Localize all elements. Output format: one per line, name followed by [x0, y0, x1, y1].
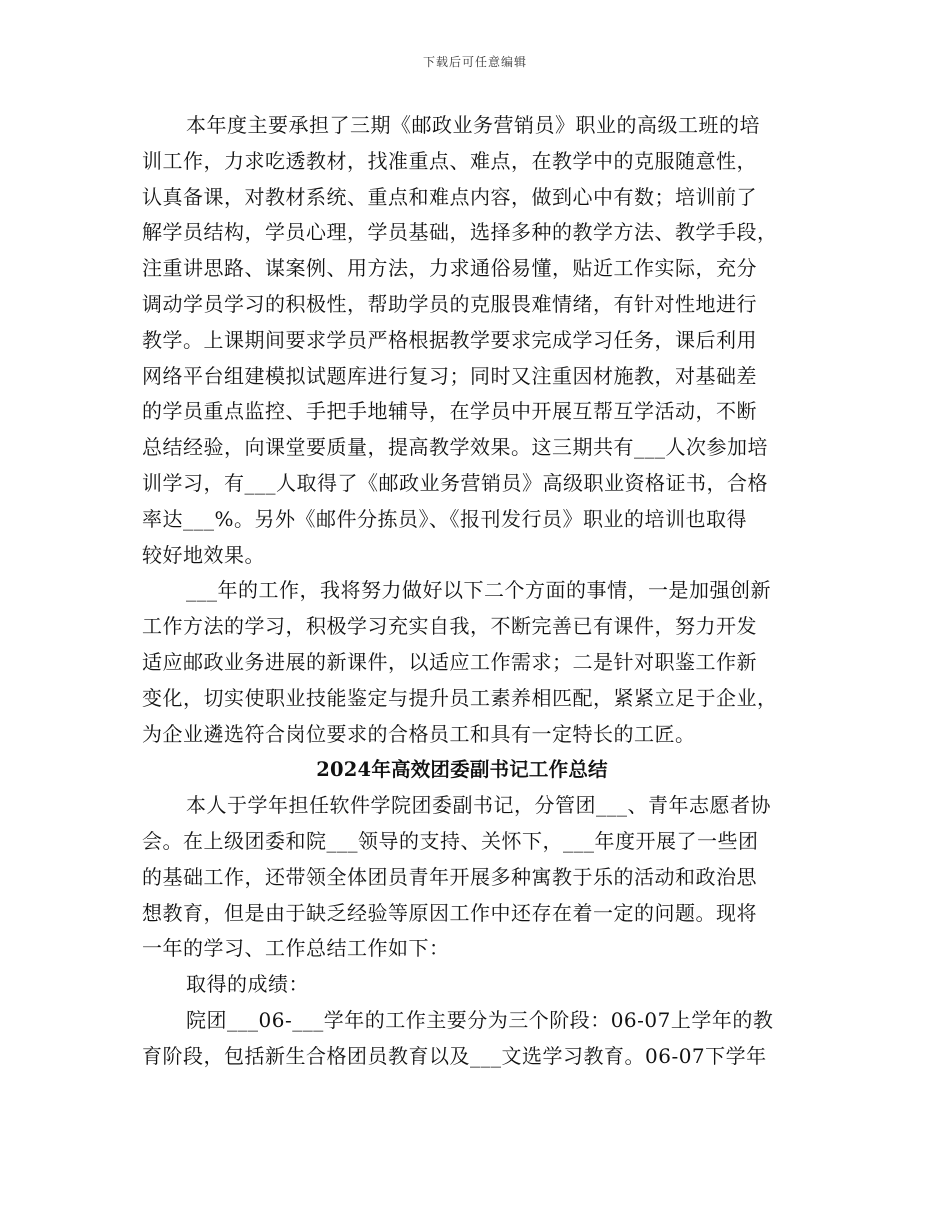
- page-header: 下载后可任意编辑: [422, 55, 527, 69]
- text-line: 的学员重点监控、手把手地辅导，在学员中开展互帮互学活动，不断: [142, 399, 757, 424]
- text-line: 院团___06-___学年的工作主要分为三个阶段：06-07上学年的教: [186, 1007, 774, 1032]
- text-line: 教学。上课期间要求学员严格根据教学要求完成学习任务，课后利用: [142, 327, 757, 352]
- text-line: 训学习，有___人取得了《邮政业务营销员》高级职业资格证书，合格: [142, 470, 768, 495]
- text-line: 认真备课，对教材系统、重点和难点内容，做到心中有数；培训前了: [142, 184, 757, 209]
- text-line: 较好地效果。: [142, 542, 265, 567]
- document-body: [142, 108, 822, 1075]
- text-line: 率达___%。另外《邮件分拣员》、《报刊发行员》职业的培训也取得: [142, 506, 748, 531]
- text-line: 适应邮政业务进展的新课件，以适应工作需求；二是针对职鉴工作新: [142, 649, 757, 674]
- text-line: 育阶段，包括新生合格团员教育以及___文选学习教育。06-07下学年: [142, 1043, 767, 1068]
- section-title: 2024年高效团委副书记工作总结: [316, 758, 608, 782]
- text-line: 变化，切实使职业技能鉴定与提升员工素养相匹配，紧紧立足于企业，: [142, 685, 778, 710]
- text-line: 训工作，力求吃透教材，找准重点、难点，在教学中的克服随意性，: [142, 148, 757, 173]
- text-line: 解学员结构，学员心理，学员基础，选择多种的教学方法、教学手段，: [142, 220, 778, 245]
- text-line: 网络平台组建模拟试题库进行复习；同时又注重因材施教，对基础差: [142, 363, 757, 388]
- text-line: 注重讲思路、谋案例、用方法，力求通俗易懂，贴近工作实际，充分: [142, 256, 757, 281]
- text-line: 本年度主要承担了三期《邮政业务营销员》职业的高级工班的培: [186, 113, 760, 137]
- text-line: 会。在上级团委和院___领导的支持、关怀下，___年度开展了一些团: [142, 828, 759, 853]
- text-line: 为企业遴选符合岗位要求的合格员工和具有一定特长的工匠。: [142, 721, 696, 746]
- text-line: 想教育，但是由于缺乏经验等原因工作中还存在着一定的问题。现将: [142, 900, 757, 925]
- text-line: 总结经验，向课堂要质量，提高教学效果。这三期共有___人次参加培: [142, 435, 768, 460]
- text-line: 本人于学年担任软件学院团委副书记，分管团___、青年志愿者协: [186, 793, 771, 818]
- text-line: 调动学员学习的积极性，帮助学员的克服畏难情绪，有针对性地进行: [142, 291, 757, 316]
- text-line: 取得的成绩：: [186, 972, 309, 997]
- text-line: ___年的工作，我将努力做好以下二个方面的事情，一是加强创新: [186, 578, 771, 603]
- text-line: 一年的学习、工作总结工作如下：: [142, 936, 450, 961]
- text-line: 的基础工作，还带领全体团员青年开展多种寓教于乐的活动和政治思: [142, 864, 757, 889]
- text-line: 工作方法的学习，积极学习充实自我，不断完善已有课件，努力开发: [142, 614, 757, 639]
